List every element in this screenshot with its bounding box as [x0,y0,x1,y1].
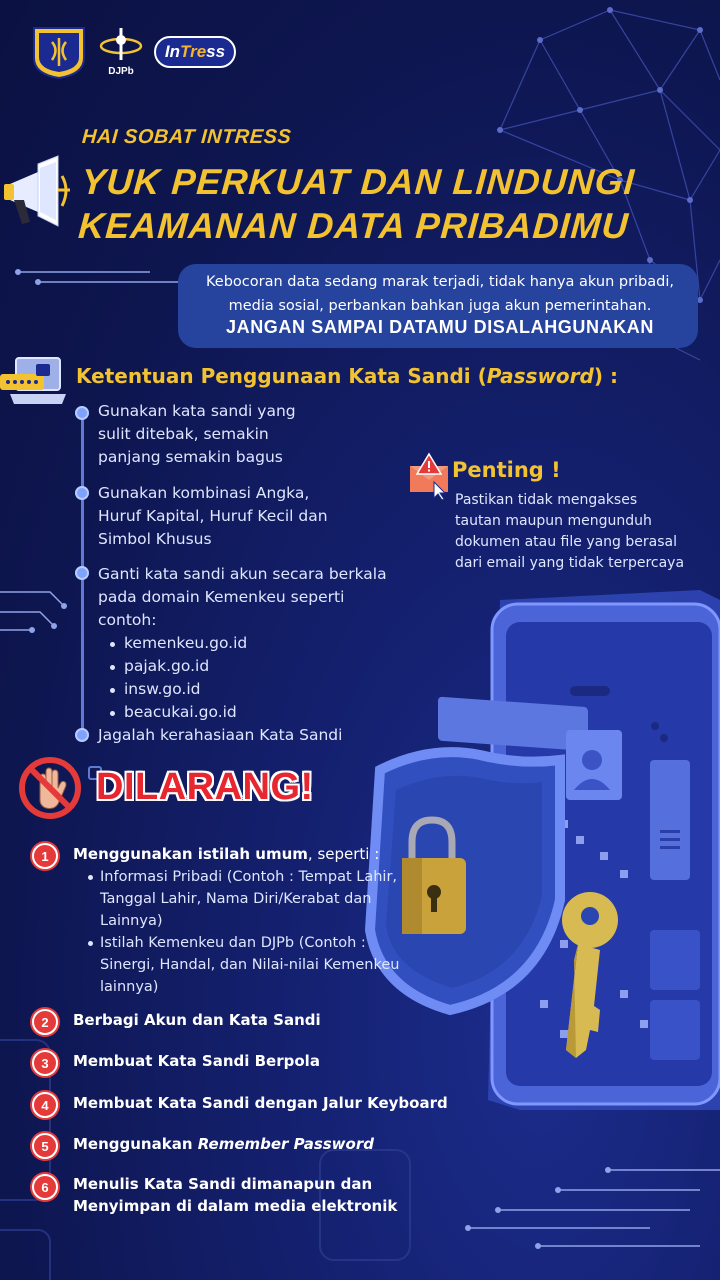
greeting-text: HAI SOBAT INTRESS [81,126,293,148]
domain-item: kemenkeu.go.id [108,632,418,655]
rule3-line2: pada domain Kemenkeu seperti [98,588,345,606]
rule-dot [75,728,89,742]
intress-logo-part-c: ss [206,42,226,61]
heading-part-c: ) : [593,364,618,388]
rule-dot [75,566,89,580]
laptop-password-icon [0,354,70,412]
item1-rest: , seperti : [307,845,380,863]
domain-item: insw.go.id [108,678,418,701]
intro-text [190,270,690,318]
djpb-logo [98,26,144,80]
djpb-logo-text: DJPb [108,66,134,77]
rule2-line1: Gunakan kombinasi Angka, [98,484,310,502]
penting-text [455,490,715,574]
penting-line2: tautan maupun mengunduh [455,513,652,529]
rule3-line1: Ganti kata sandi akun secara berkala [98,565,387,583]
prohibited-item [73,843,433,865]
number-badge: 4 [32,1092,58,1118]
number-badge: 3 [32,1050,58,1076]
page-title-line1: YUK PERKUAT DAN LINDUNGI [80,161,637,202]
rule-dot [75,406,89,420]
prohibited-item [73,1133,374,1155]
domain-item: beacukai.go.id [108,701,418,724]
heading-part-a: Ketentuan Penggunaan Kata Sandi ( [76,364,487,388]
penting-line1: Pastikan tidak mengakses [455,492,638,508]
intress-logo [154,36,236,68]
sub1-line2: Tanggal Lahir, Nama Diri/Kerabat dan [100,891,372,907]
stop-hand-icon [18,756,82,820]
prohibited-item: Berbagi Akun dan Kata Sandi [73,1011,321,1029]
dilarang-title: DILARANG! [96,766,314,808]
penting-line3: dokumen atau file yang berasal [455,534,677,550]
number-badge: 2 [32,1009,58,1035]
intro-emphasis: JANGAN SAMPAI DATAMU DISALAHGUNAKAN [226,317,654,337]
megaphone-icon [0,154,72,228]
rule3-line3: contoh: [98,611,157,629]
sub2-line2: Sinergi, Handal, dan Nilai-nilai Kemenkeu [100,957,400,973]
sub1-line1: Informasi Pribadi (Contoh : Tempat Lahir, [100,869,398,885]
item5-part-a: Menggunakan [73,1135,198,1153]
domain-list [108,632,418,724]
rule-item [98,482,398,551]
intress-logo-part-b: Tre [180,42,207,61]
item6-line2: Menyimpan di dalam media elektronik [73,1197,398,1215]
rule-item [98,400,398,469]
rule-item [98,563,418,724]
kemenkeu-logo [30,24,88,80]
heading-part-b: Password [486,364,594,388]
page-title [77,160,643,248]
rule-dot [75,486,89,500]
page-title-line2: KEAMANAN DATA PRIBADIMU [77,205,631,246]
penting-title: Penting ! [452,458,561,482]
rule-item: Jagalah kerahasiaan Kata Sandi [98,726,343,744]
rule2-line2: Huruf Kapital, Huruf Kecil dan [98,507,328,525]
sub2-line3: lainnya) [100,979,159,995]
sub1-line3: Lainnya) [100,913,163,929]
prohibited-item: Membuat Kata Sandi dengan Jalur Keyboard [73,1094,448,1112]
intro-line1: Kebocoran data sedang marak terjadi, tidak hanya akun pribadi, [205,274,674,290]
penting-line4: dari email yang tidak terpercaya [455,555,685,571]
rule1-line2: sulit ditebak, semakin [98,425,269,443]
sublist-item [86,932,446,998]
prohibited-item: Membuat Kata Sandi Berpola [73,1052,320,1070]
prohibited-sublist [86,866,446,998]
rule1-line1: Gunakan kata sandi yang [98,402,296,420]
item5-part-b: Remember Password [197,1135,374,1153]
intro-line2: media sosial, perbankan bahkan juga akun pemerintahan. [228,298,652,314]
rule1-line3: panjang semakin bagus [98,448,283,466]
number-badge: 6 [32,1174,58,1200]
rule2-line3: Simbol Khusus [98,530,212,548]
number-badge: 1 [32,843,58,869]
djpb-emblem-icon [98,26,144,62]
sub2-line1: Istilah Kemenkeu dan DJPb (Contoh : [100,935,366,951]
password-rules-heading [76,364,618,388]
intress-logo-part-a: In [164,42,181,61]
domain-item: pajak.go.id [108,655,418,678]
item1-bold: Menggunakan istilah umum [73,845,308,863]
number-badge: 5 [32,1133,58,1159]
warning-email-icon [408,452,450,500]
prohibited-item [73,1173,473,1217]
sublist-item [86,866,446,932]
item6-line1: Menulis Kata Sandi dimanapun dan [73,1175,373,1193]
